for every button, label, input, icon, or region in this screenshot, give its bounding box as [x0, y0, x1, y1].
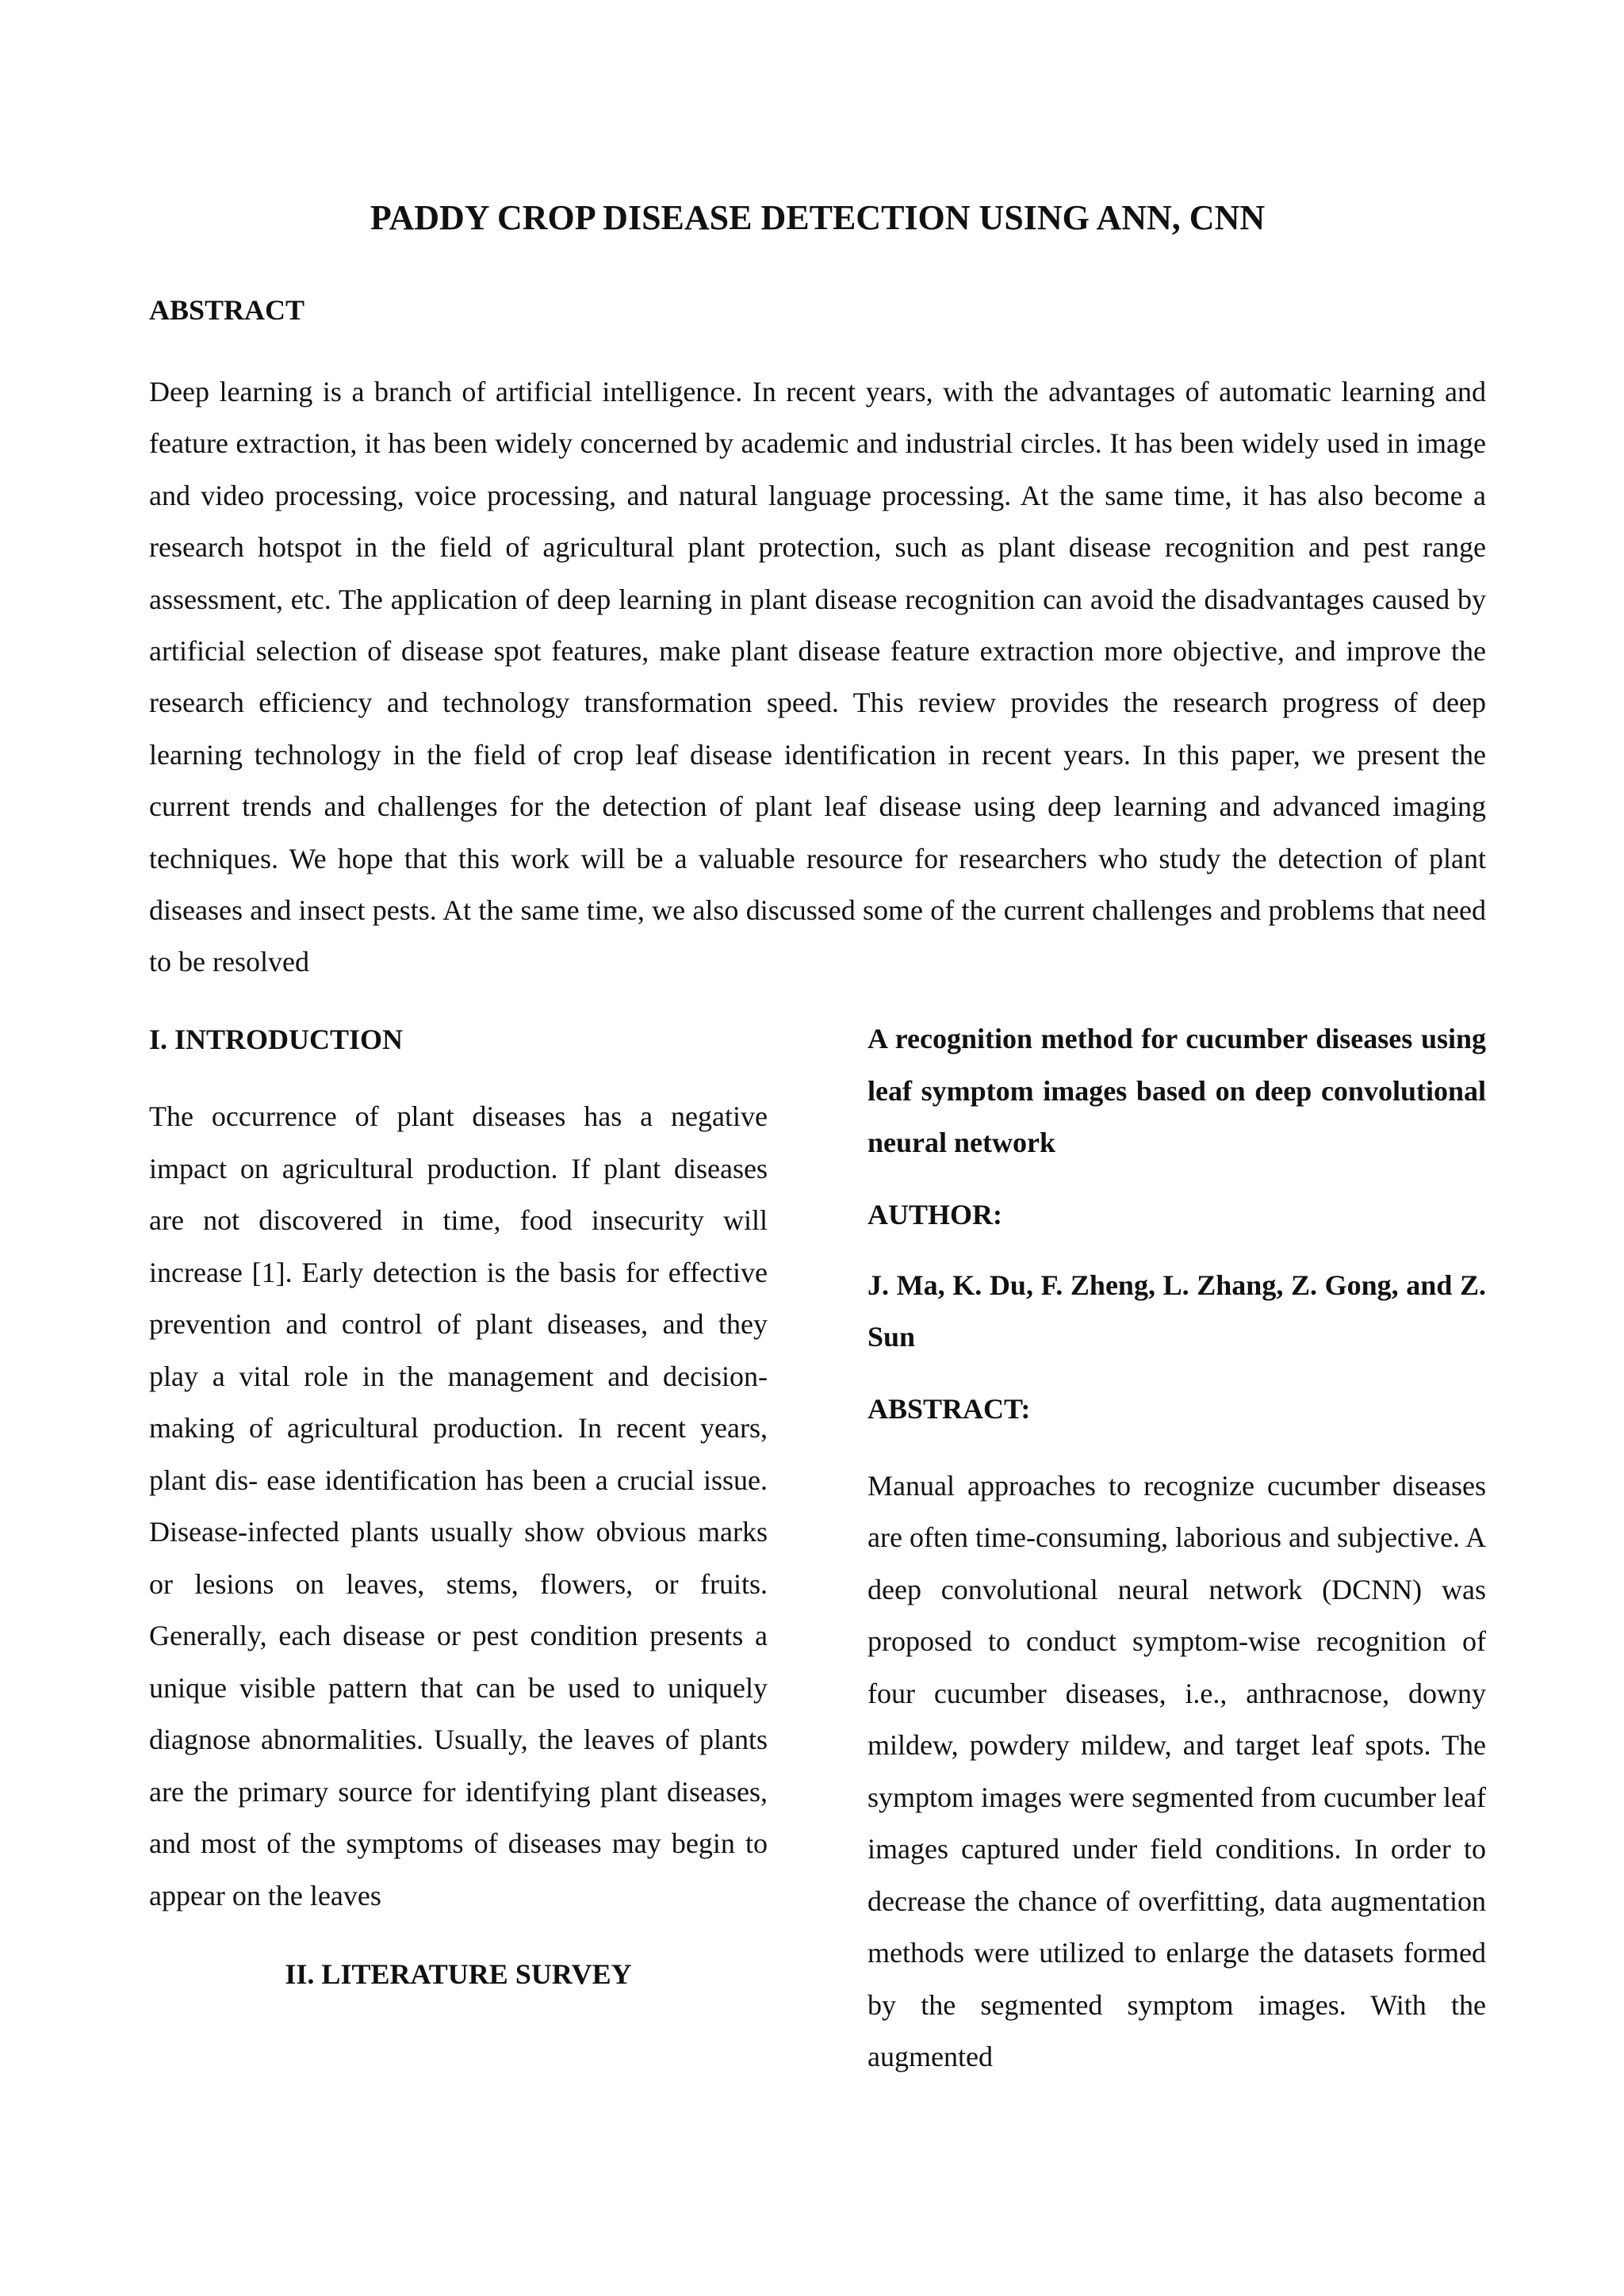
left-column: [149, 1017, 768, 1996]
paper-title: PADDY CROP DISEASE DETECTION USING ANN, CNN: [370, 198, 1266, 237]
literature-survey-heading: II. LITERATURE SURVEY: [285, 1958, 632, 1990]
reference-authors: J. Ma, K. Du, F. Zheng, L. Zhang, Z. Gong, and Z. Sun: [868, 1269, 1486, 1353]
introduction-heading: I. INTRODUCTION: [149, 1024, 404, 1055]
introduction-body: The occurrence of plant diseases has a negative impact on agricultural production. If plant diseases are not discovered in time, food insecurity will increase [1]. Early detection is the basis for effective prevention and control of plant diseases, and they play a vital role in the management and decision- making of agricultural production. In recent years, plant dis- ease identification has been a crucial issue. Disease-infected plants usually show obvious marks or lesions on leaves, stems, flowers, or fruits. Generally, each disease or pest condition presents a unique visible pattern that can be used to uniquely diagnose abnormalities. Usually, the leaves of plants are the primary source for identifying plant diseases, and most of the symptoms of diseases may begin to appear on the leaves: [149, 1100, 768, 1911]
reference-abstract-heading: ABSTRACT:: [868, 1392, 1031, 1425]
abstract-heading: ABSTRACT: [149, 294, 305, 326]
author-heading: AUTHOR:: [868, 1198, 1002, 1230]
reference-abstract-body: Manual approaches to recognize cucumber diseases are often time-consuming, laborious and subjective. A deep convolutional neural network (DCNN) was proposed to conduct symptom-wise recognition of four cucumber diseases, i.e., anthracnose, downy mildew, powdery mildew, and target leaf spots. The symptom images were segmented from cucumber leaf images captured under field conditions. In order to decrease the chance of overfitting, data augmentation methods were utilized to enlarge the datasets formed by the segmented symptom images. With the augmented: [868, 1469, 1486, 2072]
abstract-body: Deep learning is a branch of artificial intelligence. In recent years, with the advantages of automatic learning and feature extraction, it has been widely concerned by academic and industrial circles. It has been widely used in image and video processing, voice processing, and natural language processing. At the same time, it has also become a research hotspot in the field of agricultural plant protection, such as plant disease recognition and pest range assessment, etc. The application of deep learning in plant disease recognition can avoid the disadvantages caused by artificial selection of disease spot features, make plant disease feature extraction more objective, and improve the research efficiency and technology transformation speed. This review provides the research progress of deep learning technology in the field of crop leaf disease identification in recent years. In this paper, we present the current trends and challenges for the detection of plant leaf disease using deep learning and advanced imaging techniques. We hope that this work will be a valuable resource for researchers who study the detection of plant diseases and insect pests. At the same time, we also discussed some of the current challenges and problems that need to be resolved: [149, 376, 1486, 978]
reference-paper-title: A recognition method for cucumber diseases using leaf symptom images based on deep convolutional neural network: [868, 1023, 1486, 1158]
right-column: [868, 1017, 1486, 2084]
